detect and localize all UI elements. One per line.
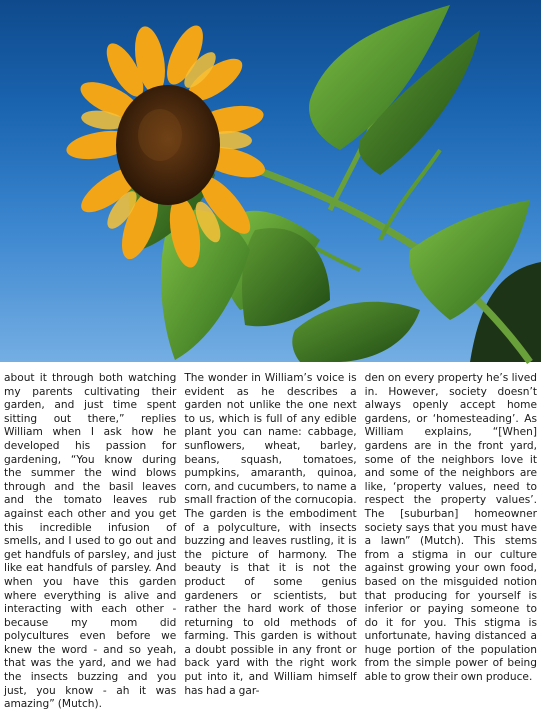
article-column-1: about it through both watching my parents cultivating their garden, and just time spent sitting out there,” replies William when I ask how he developed his passion for gardening, “You know during the summer the wind blows through and the basil leaves and the tomato leaves rub against each other and you get this incredible infusion of smells, and I used to go out and get handfuls of parsley, and just like eat handfuls of parsley. And when you have this garden where everything is alive and interacting with each other - because my mom did polycultures even before we knew the word - and so yeah, that was the yard, and we had the insects buzzing and you just, you know - ah it was amazing” (Mutch).	[4, 372, 177, 711]
article-column-2: The wonder in William’s voice is evident as he describes a garden not unlike the one next to us, which is full of any edible plant you can name: cabbage, sunflowers, wheat, barley, beans, squash, tomatoes, pumpkins, amaranth, quinoa, corn, and cucumbers, to name a small fraction of the cornucopia. The garden is the embodiment of a polyculture, with insects buzzing and leaves rustling, it is the picture of harmony. The beauty is that it is not the product of some genius gardeners or scientists, but rather the hard work of those returning to old methods of farming. This garden is without a doubt possible in any front or back yard with the right work put into it, and William himself has had a gar-	[184, 372, 357, 697]
article-column-3: den on every property he’s lived in. However, society doesn’t always openly accept home gardens, or ‘homesteading’. As William explains, “[When] gardens are in the front yard, some of the neighbors love it and some of the neighbors are like, ‘property values, need to respect the property values’. The [suburban] homeowner society says that you must have a lawn” (Mutch). This stems from a stigma in our culture against growing your own food, based on the misguided notion that producing for yourself is inferior or paying someone to do it for you. This stigma is unfortunate, having distanced a huge portion of the population from the simple power of being able to grow their own produce.	[364, 372, 537, 684]
article-columns	[4, 372, 537, 711]
